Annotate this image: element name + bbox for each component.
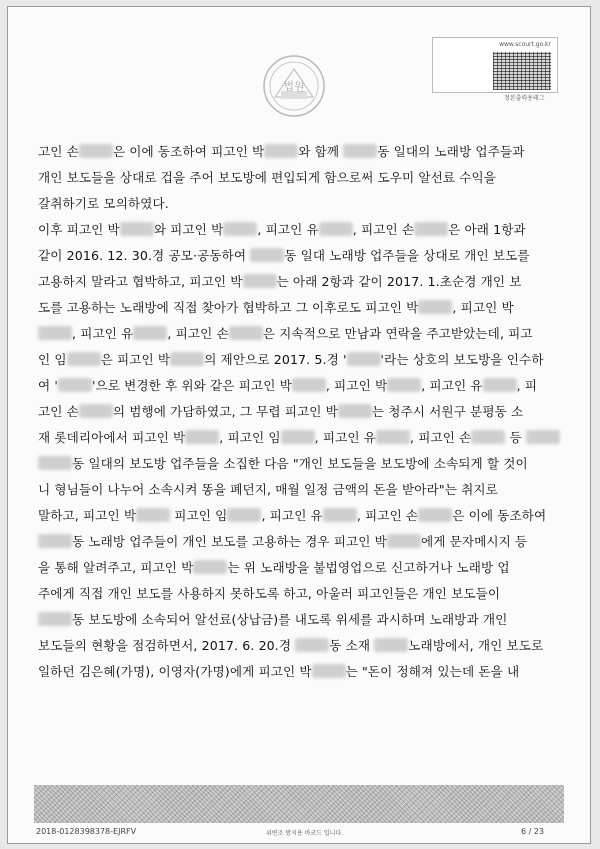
text-segment: 은 아래 1항과 [448, 222, 526, 237]
page-number: 6 / 23 [520, 827, 544, 836]
text-segment: 노래방에서, 개인 보도로 [408, 638, 544, 653]
text-segment: 동 일대 노래방 업주들을 상대로 개인 보도를 [284, 248, 530, 263]
document-page [7, 6, 591, 844]
text-segment: 의 제안으로 2017. 5.경 ' [204, 352, 347, 367]
redacted-name [471, 430, 505, 444]
redacted-name [376, 430, 410, 444]
text-line [38, 269, 558, 295]
text-segment: '라는 상호의 보도방을 인수하 [380, 352, 544, 367]
text-segment: , 피고인 유 [257, 222, 319, 237]
redacted-name [79, 144, 113, 158]
text-segment: 개인 보도들을 상대로 겁을 주어 보도방에 편입되게 함으로써 도우미 알선료 수익을 [38, 170, 497, 185]
text-segment: 는 청주시 서원구 분평동 소 [371, 404, 524, 419]
redacted-name [185, 430, 219, 444]
text-segment: , 피고인 손 [356, 508, 419, 523]
text-segment: 고인 손 [38, 144, 79, 159]
text-segment: 동 일대의 보도방 업주들을 소집한 다음 "개인 보도들을 보도방에 소속되게 할 것이 [72, 456, 528, 471]
text-segment: , 피고인 손 [409, 430, 472, 445]
text-segment: , 피 [516, 378, 538, 393]
redacted-name [67, 352, 101, 366]
court-seal-icon [261, 53, 327, 119]
redacted-name [387, 378, 421, 392]
text-segment: , 피고인 임 [219, 430, 281, 445]
text-segment: 는 "돈이 정해져 있는데 돈을 내 [345, 664, 520, 679]
redacted-name [338, 404, 372, 418]
text-segment: 동 소재 [329, 638, 375, 653]
redacted-name [483, 378, 517, 392]
redacted-name [414, 222, 448, 236]
text-line [38, 347, 558, 373]
redacted-name [227, 508, 261, 522]
text-segment: 고용하지 말라고 협박하고, 피고인 박 [38, 274, 243, 289]
redacted-name [343, 144, 377, 158]
redacted-name [323, 508, 357, 522]
text-segment: 을 통해 알려주고, 피고인 박 [38, 560, 194, 575]
text-segment: 는 아래 2항과 같이 2017. 1.초순경 개인 보 [276, 274, 522, 289]
text-segment: 와 함께 [298, 144, 344, 159]
text-segment: 동 노래방 업주들이 개인 보도를 고용하는 경우 피고인 박 [72, 534, 387, 549]
text-line [38, 607, 558, 633]
text-line [38, 477, 558, 503]
redacted-name [58, 378, 92, 392]
text-line [38, 191, 558, 217]
text-segment: 여 ' [38, 378, 58, 393]
text-line [38, 555, 558, 581]
text-line [38, 633, 558, 659]
text-segment: 도를 고용하는 노래방에 직접 찾아가 협박하고 그 이후로도 피고인 박 [38, 300, 419, 315]
text-line [38, 425, 558, 451]
text-segment: 은 지속적으로 만남과 연락을 주고받았는데, 피고 [262, 326, 533, 341]
verification-stamp [432, 37, 558, 93]
text-segment: 보도들의 현황을 점검하면서, 2017. 6. 20.경 [38, 638, 296, 653]
document-id: 2018-0128398378-EJRFV [36, 827, 137, 836]
text-segment: , 피고인 손 [167, 326, 229, 341]
text-line [38, 529, 558, 555]
text-segment: 의 범행에 가담하였고, 그 무렵 피고인 박 [112, 404, 338, 419]
text-segment: 동 일대의 노래방 업주들과 [377, 144, 525, 159]
text-line [38, 295, 558, 321]
text-line [38, 659, 558, 685]
redacted-name [170, 352, 204, 366]
redacted-name [193, 560, 227, 574]
redacted-name [264, 144, 298, 158]
text-line [38, 581, 558, 607]
seal-label: 법원 [283, 80, 305, 93]
redacted-name [250, 248, 284, 262]
redacted-name [347, 352, 381, 366]
text-line [38, 139, 558, 165]
text-segment: 인 임 [38, 352, 67, 367]
redacted-name [136, 508, 170, 522]
redacted-name [223, 222, 257, 236]
text-segment: , 피고인 박 [325, 378, 388, 393]
redacted-name [229, 326, 263, 340]
redacted-name [281, 430, 315, 444]
text-line [38, 217, 558, 243]
redacted-name [79, 404, 113, 418]
redacted-name [292, 378, 326, 392]
redacted-name [418, 508, 452, 522]
judgment-body-text [38, 139, 558, 685]
text-segment: 갈취하기로 모의하였다. [38, 196, 169, 211]
redacted-name [243, 274, 277, 288]
text-segment: 에게 문자메시지 등 [420, 534, 528, 549]
redacted-name [38, 456, 72, 470]
text-segment: 말하고, 피고인 박 [38, 508, 137, 523]
text-line [38, 503, 558, 529]
redacted-name [387, 534, 421, 548]
text-segment: , 피고인 유 [314, 430, 376, 445]
text-segment: 동 보도방에 소속되어 알선료(상납금)를 내도록 위세를 과시하며 노래방과 개인 [72, 612, 508, 627]
text-segment: , 피고인 유 [261, 508, 323, 523]
text-segment: 와 피고인 박 [153, 222, 224, 237]
redacted-name [120, 222, 154, 236]
text-segment: 은 이에 동조하여 피고인 박 [112, 144, 265, 159]
redacted-name [295, 638, 329, 652]
barcode-notice: 위변조 방지용 바코드 입니다. [266, 830, 344, 837]
redacted-name [374, 638, 408, 652]
text-segment: 은 피고인 박 [100, 352, 171, 367]
redacted-name [312, 664, 346, 678]
stamp-url: www.scourt.go.kr [499, 41, 551, 48]
text-segment: , 피고인 유 [72, 326, 134, 341]
redacted-name [133, 326, 167, 340]
text-segment: 는 위 노래방을 불법영업으로 신고하거나 노래방 업 [227, 560, 510, 575]
redacted-name [38, 534, 72, 548]
qr-code-icon [493, 52, 551, 90]
redacted-name [418, 300, 452, 314]
redacted-name [526, 430, 560, 444]
text-segment: 재 롯데리아에서 피고인 박 [38, 430, 186, 445]
text-segment: , 피고인 박 [452, 300, 514, 315]
text-line [38, 399, 558, 425]
text-segment: 피고인 임 [170, 508, 228, 523]
text-segment: 이후 피고인 박 [38, 222, 120, 237]
text-segment: '으로 변경한 후 위와 같은 피고인 박 [91, 378, 292, 393]
redacted-name [38, 612, 72, 626]
text-line [38, 321, 558, 347]
text-line [38, 243, 558, 269]
text-segment: 고인 손 [38, 404, 79, 419]
text-segment: 일하던 김은혜(가명), 이영자(가명)에게 피고인 박 [38, 664, 312, 679]
text-segment: 은 이에 동조하여 [452, 508, 547, 523]
text-segment: 주에게 직접 개인 보도를 사용하지 못하도록 하고, 아울러 피고인들은 개인 보도들이 [38, 586, 501, 601]
text-segment: , 피고인 유 [421, 378, 483, 393]
text-line [38, 165, 558, 191]
text-line [38, 373, 558, 399]
text-segment: 등 [505, 430, 526, 445]
anti-forgery-barcode [34, 785, 564, 823]
text-segment: , 피고인 손 [352, 222, 415, 237]
text-segment: 같이 2016. 12. 30.경 공모·공동하여 [38, 248, 251, 263]
redacted-name [319, 222, 353, 236]
stamp-caption: 정본출력용태그 [504, 95, 545, 102]
text-line [38, 451, 558, 477]
redacted-name [38, 326, 72, 340]
text-segment: 니 형님들이 나누어 소속시켜 똥을 폐던지, 매월 일정 금액의 돈을 받아라"는 취지로 [38, 482, 498, 497]
